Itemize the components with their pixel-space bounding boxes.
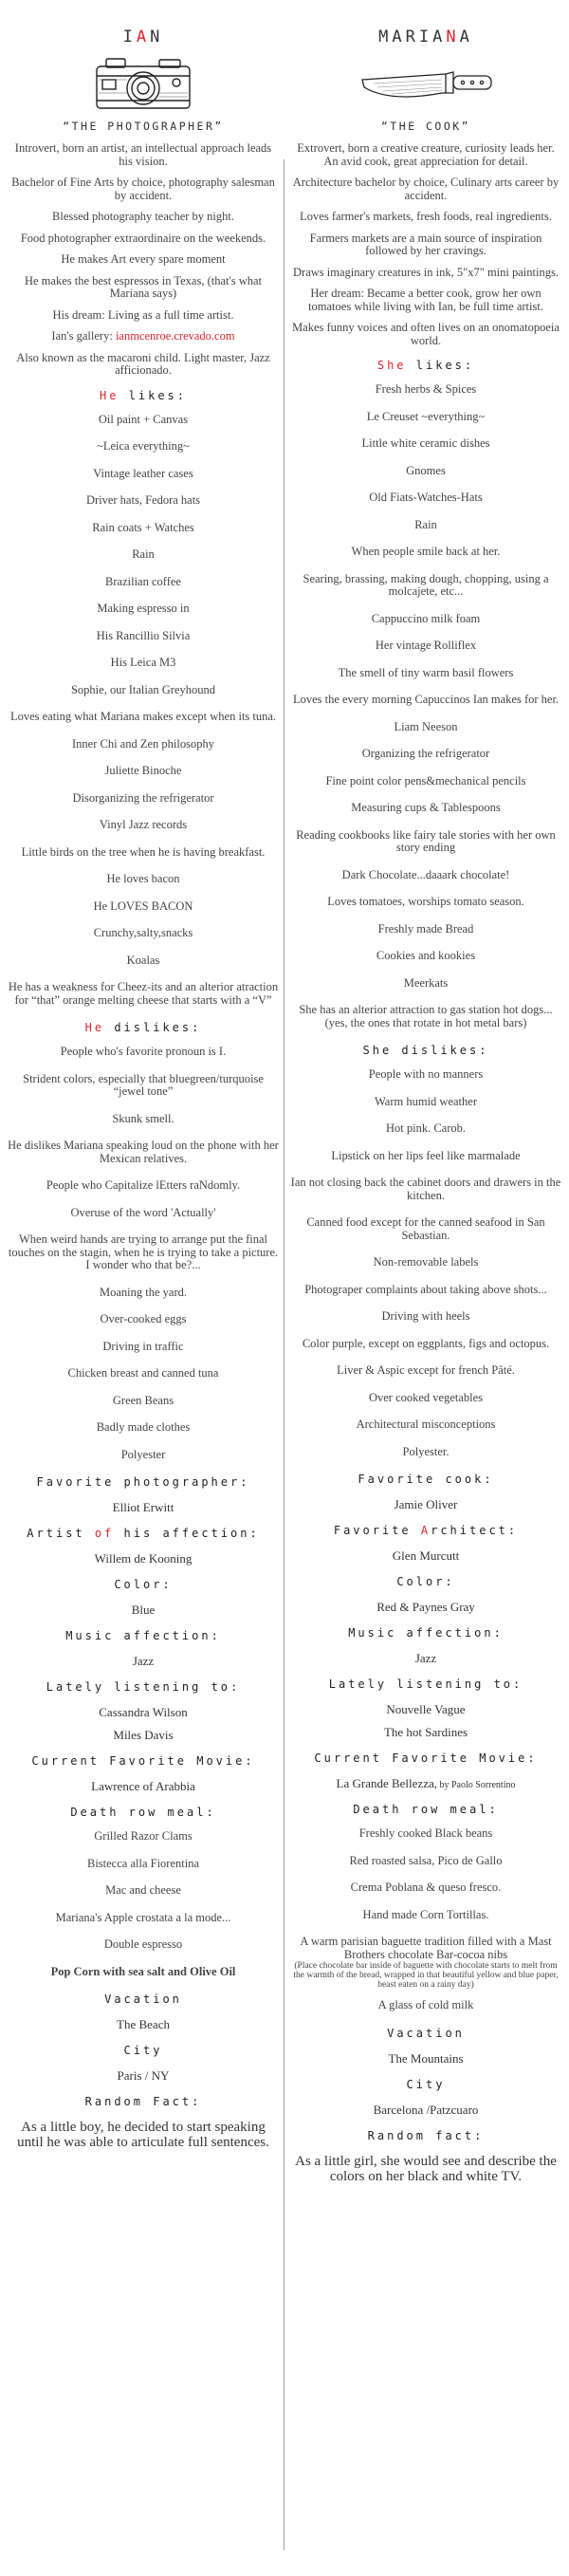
mariana-deathrow-list — [290, 1827, 561, 2012]
list-item: Making espresso in — [97, 602, 190, 615]
list-item: When weird hands are trying to arrange put the final touches on the stagin, when he is trying to take a picture. I wonder who that be?... — [8, 1232, 279, 1271]
ian-color: Blue — [131, 1603, 156, 1617]
ian-movie-heading: Current Favorite Movie: — [31, 1754, 255, 1768]
ian-artist: Willem de Kooning — [94, 1551, 193, 1566]
ian-music: Jazz — [132, 1654, 155, 1668]
list-item: Badly made clothes — [96, 1420, 191, 1434]
list-item: Architectural misconceptions — [356, 1418, 496, 1431]
list-item: Cappuccino milk foam — [371, 611, 481, 625]
list-item: Lipstick on her lips feel like marmalade — [331, 1148, 521, 1162]
list-item: Strident colors, especially that bluegreen/turquoise “jewel tone” — [23, 1071, 264, 1098]
list-item: Brazilian coffee — [105, 574, 181, 588]
list-item: Driver hats, Fedora hats — [85, 493, 201, 507]
list-item: Gnomes — [406, 463, 446, 477]
ian-role: “THE PHOTOGRAPHER” — [63, 120, 224, 133]
mariana-color-heading: Color: — [396, 1575, 455, 1588]
mariana-intro-line: Makes funny voices and often lives on an onomatopoeia world. — [292, 321, 560, 347]
deathrow-note: (Place chocolate bar inside of baguette with chocolate starts to melt from the warmth of the bread, wrapped in that beautiful yellow and blue paper, beast eaten on a rainy day) — [293, 1961, 559, 1990]
ian-name: IAN — [122, 28, 164, 46]
list-item: Polyester. — [402, 1444, 450, 1458]
list-item: Red roasted salsa, Pico de Gallo — [349, 1853, 503, 1867]
list-item: People with no manners — [368, 1067, 484, 1081]
ian-music-heading: Music affection: — [65, 1629, 221, 1642]
list-item: Crema Poblana & queso fresco. — [350, 1881, 502, 1894]
gallery-label: Ian's gallery: — [51, 329, 116, 343]
list-item: Pop Corn with sea salt and Olive Oil — [50, 1964, 236, 1978]
ian-intro-line: He makes Art every spare moment — [61, 252, 226, 266]
list-item: Reading cookbooks like fairy tale stories with her own story ending — [296, 827, 556, 854]
mariana-fav-cook: Jamie Oliver — [394, 1497, 458, 1511]
list-item: People who Capitalize lEtters raNdomly. — [46, 1178, 241, 1192]
mariana-listening-heading: Lately listening to: — [328, 1677, 523, 1691]
list-item: Freshly made Bread — [377, 921, 474, 936]
mariana-architect-heading: Favorite Architect: — [333, 1524, 519, 1537]
mariana-listening-item: Nouvelle Vague — [386, 1702, 466, 1716]
list-item: Inner Chi and Zen philosophy — [72, 736, 214, 751]
list-item: Driving in traffic — [102, 1339, 184, 1353]
mariana-fact: As a little girl, she would see and describe the colors on her black and white TV. — [295, 2153, 557, 2184]
list-item: Mac and cheese — [105, 1883, 181, 1897]
mariana-color: Red & Paynes Gray — [376, 1600, 475, 1614]
mariana-dislikes-list — [290, 1068, 561, 1458]
list-item: Meerkats — [403, 975, 449, 990]
list-item: Canned food except for the canned seafood in San Sebastian. — [306, 1215, 545, 1242]
mariana-movie: La Grande Bellezza, by Paolo Sorrentino — [336, 1776, 516, 1790]
mariana-role: “THE COOK” — [380, 120, 471, 133]
list-item: Hot pink. Carob. — [385, 1121, 467, 1135]
ian-listening-item: Miles Davis — [113, 1728, 174, 1742]
ian-intro-line: Food photographer extraordinaire on the weekends. — [20, 231, 266, 245]
list-item: Disorganizing the refrigerator — [72, 790, 214, 805]
ian-city-heading: City — [123, 2044, 163, 2057]
list-item: Chicken breast and canned tuna — [67, 1366, 219, 1380]
list-item: He LOVES BACON — [93, 899, 193, 913]
list-item: Little birds on the tree when he is having breakfast. — [21, 844, 266, 859]
list-item: Non-removable labels — [373, 1255, 479, 1269]
ian-deathrow-list — [8, 1830, 279, 1978]
chef-knife-icon — [355, 51, 497, 114]
list-item: Over-cooked eggs — [100, 1312, 187, 1325]
list-item: He has a weakness for Cheez-its and an alterior atraction for “that” orange melting cheese that starts with a “V” — [8, 980, 279, 1007]
list-item: Loves tomatoes, worships tomato season. — [327, 895, 524, 908]
list-item: Fine point color pens&mechanical pencils — [325, 773, 526, 788]
list-item: Overuse of the word 'Actually' — [70, 1205, 216, 1219]
mariana-city-heading: City — [406, 2077, 446, 2091]
list-item: His Rancillio Silvia — [96, 628, 191, 642]
movie-director: by Paolo Sorrentino — [436, 1780, 516, 1790]
list-item: Double espresso — [103, 1937, 183, 1951]
list-item: Freshly cooked Black beans — [358, 1826, 493, 1840]
ian-intro-line: Also known as the macaroni child. Light master, Jazz afficionado. — [16, 350, 270, 377]
list-item: She has an alterior attraction to gas station hot dogs... (yes, the ones that rotate in hot metal bars) — [299, 1003, 553, 1029]
list-item: Oil paint + Canvas — [98, 412, 189, 426]
mariana-name: MARIANA — [378, 28, 473, 46]
ian-color-heading: Color: — [114, 1578, 173, 1591]
ian-vacation-heading: Vacation — [104, 1992, 182, 2006]
list-item: Organizing the refrigerator — [361, 747, 490, 760]
list-item: He dislikes Mariana speaking loud on the phone with her Mexican relatives. — [8, 1139, 279, 1165]
list-item: Koalas — [126, 953, 160, 967]
list-item: Little white ceramic dishes — [361, 436, 490, 450]
list-item: Photograper complaints about taking above shots... — [304, 1282, 547, 1296]
ian-intro-line: Introvert, born an artist, an intellectual approach leads his vision. — [14, 141, 272, 168]
ian-city: Paris / NY — [117, 2068, 170, 2083]
mariana-likes-list — [290, 383, 561, 1029]
list-item: Liver & Aspic except for french Pâté. — [337, 1363, 515, 1377]
ian-intro — [8, 142, 279, 378]
ian-listening-item: Cassandra Wilson — [99, 1705, 188, 1719]
list-item: The smell of tiny warm basil flowers — [338, 665, 514, 679]
list-item: Juliette Binoche — [104, 764, 182, 777]
mariana-vacation-heading: Vacation — [387, 2026, 465, 2040]
list-item: People who's favorite pronoun is I. — [60, 1045, 227, 1058]
ian-intro-line: Blessed photography teacher by night. — [52, 210, 234, 223]
list-item: Skunk smell. — [112, 1111, 174, 1125]
list-item: He loves bacon — [106, 872, 180, 885]
list-item: Grilled Razor Clams — [94, 1829, 193, 1843]
list-item: Vinyl Jazz records — [99, 818, 188, 831]
list-item: Fresh herbs & Spices — [375, 382, 477, 396]
ian-fact-heading: Random Fact: — [84, 2095, 202, 2108]
ian-dislikes-heading: He dislikes: — [84, 1021, 202, 1034]
list-item: Moaning the yard. — [100, 1285, 187, 1299]
camera-icon — [91, 51, 195, 114]
list-item: Color purple, except on eggplants, figs and octopus. — [302, 1336, 550, 1350]
ian-artist-heading: Artist of his affection: — [27, 1527, 260, 1540]
list-item: Searing, brassing, making dough, chopping, using a molcajete, etc... — [303, 571, 549, 598]
ian-deathrow-heading: Death row meal: — [70, 1806, 216, 1819]
ian-gallery — [8, 330, 279, 343]
ian-movie: Lawrence of Arabbia — [91, 1779, 195, 1793]
list-item: A glass of cold milk — [377, 1998, 474, 2011]
list-item: Dark Chocolate...daaark chocolate! — [341, 867, 510, 881]
list-item: Loves the every morning Capuccinos Ian makes for her. — [292, 693, 560, 706]
list-item: Polyester — [120, 1447, 166, 1461]
mariana-column — [290, 27, 561, 2192]
ian-intro-line: He makes the best espressos in Texas, (that's what Mariana says) — [24, 273, 263, 300]
mariana-fav-cook-heading: Favorite cook: — [358, 1473, 494, 1486]
ian-intro-line: His dream: Living as a full time artist. — [52, 307, 234, 322]
list-item: Sophie, our Italian Greyhound — [70, 682, 216, 696]
list-item: His Leica M3 — [110, 656, 176, 669]
mariana-deathrow-heading: Death row meal: — [353, 1803, 499, 1816]
ian-column — [8, 27, 279, 2158]
list-item: Rain — [132, 547, 155, 561]
list-item: Warm humid weather — [375, 1094, 477, 1108]
list-item: Hand made Corn Tortillas. — [362, 1907, 489, 1921]
mariana-intro-line: Architecture bachelor by choice, Culinary arts career by accident. — [292, 176, 560, 202]
mariana-intro-line: Draws imaginary creatures in ink, 5"x7" mini paintings. — [293, 265, 559, 279]
mariana-movie-heading: Current Favorite Movie: — [314, 1751, 538, 1765]
list-item: Mariana's Apple crostata a la mode... — [55, 1910, 231, 1924]
list-item: Old Fiats-Watches-Hats — [369, 491, 483, 504]
list-item: Her vintage Rolliflex — [375, 639, 477, 652]
list-item: ~Leica everything~ — [97, 439, 190, 453]
mariana-intro-line: Her dream: Became a better cook, grow her own tomatoes while living with Ian, be full time artist. — [308, 287, 543, 313]
list-item: Loves eating what Mariana makes except when its tuna. — [9, 710, 277, 723]
list-item: Measuring cups & Tablespoons — [351, 801, 501, 814]
mariana-architect: Glen Murcutt — [392, 1548, 460, 1563]
list-item: Driving with heels — [381, 1309, 470, 1323]
ian-listening-heading: Lately listening to: — [46, 1680, 241, 1694]
ian-fact: As a little boy, he decided to start speaking until he was able to articulate full sentences. — [17, 2120, 269, 2150]
list-item: Over cooked vegetables — [368, 1390, 484, 1404]
gallery-link[interactable]: ianmcenroe.crevado.com — [115, 329, 235, 343]
list-item: Green Beans — [112, 1393, 174, 1407]
list-item: Rain — [414, 517, 437, 531]
mariana-intro-line: Extrovert, born a creative creature, curiosity leads her. An avid cook, great appreciation for detail. — [297, 141, 555, 168]
mariana-fact-heading: Random fact: — [367, 2128, 485, 2142]
mariana-vacation: The Mountains — [388, 2050, 464, 2066]
mariana-dislikes-heading: She dislikes: — [362, 1044, 489, 1057]
list-item: When people smile back at her. — [351, 545, 501, 558]
list-item: Vintage leather cases — [93, 466, 193, 480]
list-item: Crunchy,salty,snacks — [93, 926, 193, 939]
ian-vacation: The Beach — [117, 2017, 170, 2031]
mariana-likes-heading: She likes: — [376, 359, 475, 372]
list-item: Le Creuset ~everything~ — [366, 409, 486, 423]
ian-likes-heading: He likes: — [99, 388, 188, 402]
ian-intro-line: Bachelor of Fine Arts by choice, photography salesman by accident. — [11, 176, 275, 202]
ian-fav-photographer-heading: Favorite photographer: — [36, 1475, 250, 1489]
mariana-music-heading: Music affection: — [348, 1626, 504, 1640]
ian-dislikes-list — [8, 1046, 279, 1461]
list-item: Ian not closing back the cabinet doors and drawers in the kitchen. — [290, 1176, 561, 1202]
ian-fav-photographer: Elliot Erwitt — [112, 1500, 174, 1514]
mariana-intro — [290, 142, 561, 347]
ian-likes-list — [8, 414, 279, 1008]
mariana-city: Barcelona /Patzcuaro — [373, 2102, 479, 2117]
mariana-intro-line: Loves farmer's markets, fresh foods, real ingredients. — [300, 210, 552, 223]
mariana-listening-item: The hot Sardines — [383, 1725, 468, 1739]
mariana-music: Jazz — [414, 1651, 437, 1665]
list-item: Rain coats + Watches — [92, 520, 194, 534]
list-item: A warm parisian baguette tradition filled with a Mast Brothers chocolate Bar-cocoa nibs (Place chocolate bar inside of baguette with chocolate starts to melt from the warmth of the bread, wrapped in that beautiful yellow and blue paper, beast eaten on a rainy day) — [290, 1936, 561, 1990]
list-item: Bistecca alla Fiorentina — [86, 1856, 199, 1870]
list-item: Liam Neeson — [394, 719, 458, 733]
list-item: Cookies and kookies — [376, 949, 476, 962]
mariana-intro-line: Farmers markets are a main source of inspiration followed by her cravings. — [309, 231, 542, 257]
